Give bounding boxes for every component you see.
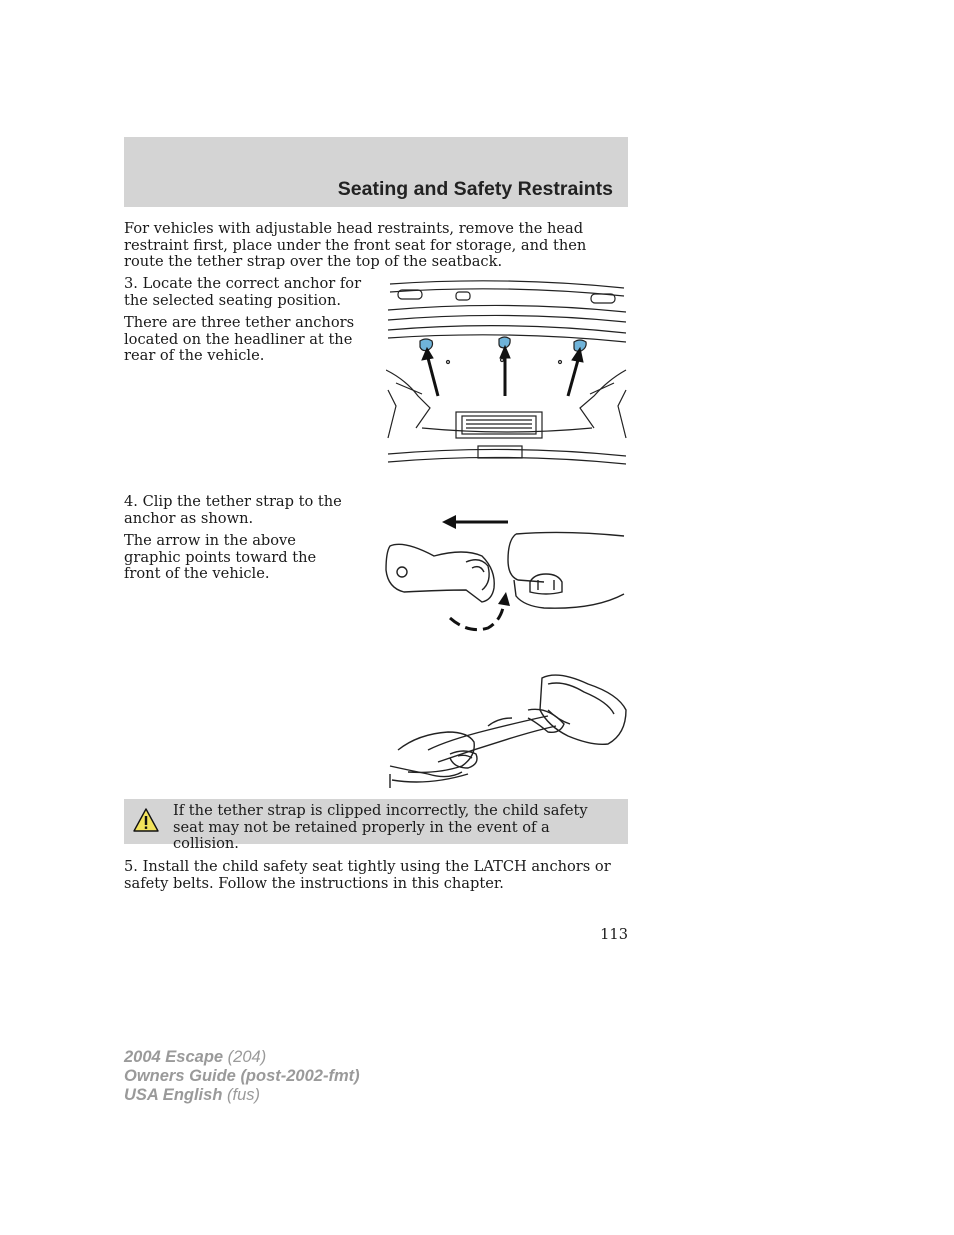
step-4-text: 4. Clip the tether strap to the anchor as shown. [124, 493, 342, 527]
headliner-anchors-illustration [386, 278, 628, 466]
warning-callout [124, 799, 628, 852]
footer-line-guide: Owners Guide (post-2002-fmt) [124, 1067, 360, 1085]
warning-text: If the tether strap is clipped incorrectly, the child safety seat may not be retained properly in the event of a collision. [173, 802, 588, 852]
page-title: Seating and Safety Restraints [337, 178, 613, 200]
step-5-text: 5. Install the child safety seat tightly using the LATCH anchors or safety belts. Follow the instructions in this chapter. [124, 858, 611, 892]
warning-triangle-icon [133, 807, 159, 833]
footer-line-language: USA English (fus) [124, 1086, 260, 1104]
step-3-text: 3. Locate the correct anchor for the selected seating position. [124, 275, 362, 309]
footer-line-model: 2004 Escape (204) [124, 1048, 267, 1066]
intro-paragraph: For vehicles with adjustable head restraints, remove the head restraint first, place under the front seat for storage, and then route the tether strap over the top of the seatback. [124, 220, 587, 270]
tether-clipped-illustration [388, 670, 628, 790]
page-number: 113 [600, 926, 628, 943]
front-direction-arrow-icon [442, 515, 508, 529]
tether-hook-clip-illustration [384, 510, 628, 640]
step-3-note: There are three tether anchors located on the headliner at the rear of the vehicle. [124, 314, 355, 364]
document-footer [124, 1048, 360, 1105]
step-4-note: The arrow in the above graphic points toward the front of the vehicle. [124, 532, 317, 582]
section-header-band [124, 137, 628, 207]
